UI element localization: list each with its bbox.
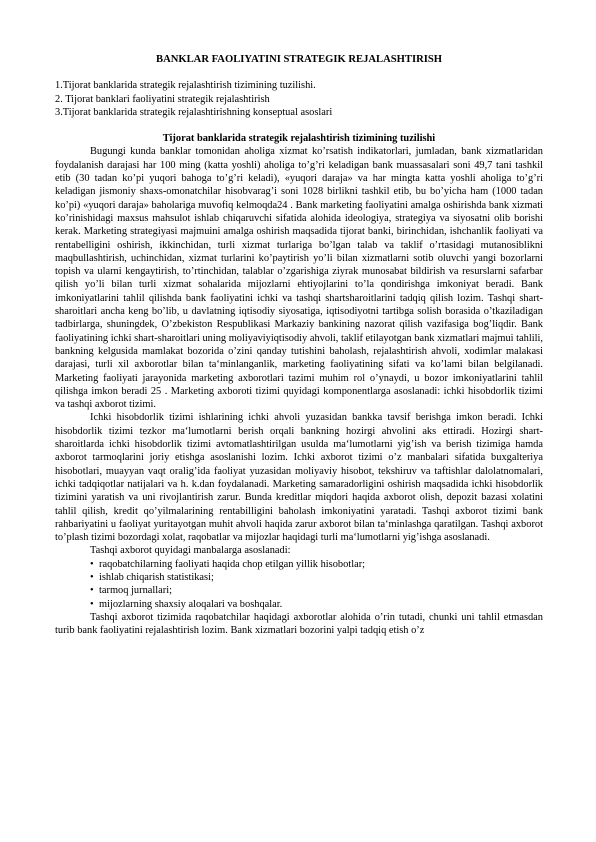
toc-item-2: 2. Tijorat banklari faoliyatini strategik rejalashtirish — [55, 93, 270, 105]
document-page — [55, 53, 543, 637]
list-item — [90, 584, 543, 597]
body-paragraph-1: Bugungi kunda banklar tomonidan aholiga xizmat ko’rsatish indikatorlari, jumladan, bank xizmatlaridan foydalanish darajasi har 100 ming (katta yoshli) aholiga to’g’ri keladigan bank muassasalari soni 49,7 tani tashkil etib (30 tadan ko’pi yuqori bahoga to’g’ri keladi), «yuqori daraja» va har mingta katta yoshli aholiga to’g’ri keladigan jismoniy shaxs-omonatchilar hisobvarag’i soni 1028 birlikni tashkil etib, bu bo’yicha ham (1000 tadan ko’pi) «yuqori daraja» baholariga muvofiq kelmoqda24 . Bank marketing faoliyatini amalga oshirishda bank xizmati ko’rinishidagi maxsus mahsulot ishlab chiqaruvchi sifatida alohida ideologiya, strategiya va siyosatni olib borishi kerak. Marketing strategiyasi majmuini amalga oshirish maqsadida tijorat banki, birinchidan, ishchanlik faoliyati va rentabelligini oshirish, ikkinchidan, turli xizmat turlariga bo’lgan talab va taklif o’rtasidagi mutanosiblikni maqbullashtirish, uchinchidan, xizmat turlarini ko’paytirish yo’li bilan xizmatlarni sotib oluvchi yangi bozorlarni topish va ularni kengaytirish, to’rtinchidan, talablar o’zgarishiga ziyrak munosabat bildirish va resurslarni safarbar qilish yo’li bilan turli xizmat sohalarida mijozlarni ehtiyojlarini to’la qondirishga imkoniyat beradi. Bank imkoniyatlarini tahlil qilishda bank faoliyatini ichki va tashqi shartsharoitlarini tadqiq qilish lozim. Tashqi shart-sharoitlari ancha keng bo’lib, u davlatning iqtisodiy siyosatiga, iqtisodiyotni tartibga solish borasida o’tkaziladigan tadbirlarga, shuningdek, O’zbekiston Respublikasi Markaziy bankining nazorat qilish vazifasiga bog’liqdir. Bank faoliyatining ichki shart-sharoitlari uning moliyaviyiqtisodiy ahvoli, taklif etilayotgan bank xizmatlari majmui tahlili, bankning kelgusida mamlakat bozorida o’zini qanday tutishini baholash, rejalashtirish ahvoli, xodimlar malakasi darajasi, turli xil axborotlar bilan ta‘minlanganlik, marketing faoliyatining sifati va ko’lami bilan belgilanadi. Marketing faoliyati jarayonida marketing axborotlari tazimi muhim rol o’ynaydi, u bozor imkoniyatlarini tahlil qilishga imkon beradi 25 . Marketing axboroti tizimi quyidagi komponentlarga asoslanadi: ichki hisobdorlik tizimi va tashqi axborot tizimi. — [55, 146, 543, 411]
source-list — [55, 558, 543, 611]
list-item-text: raqobatchilarning faoliyati haqida chop etilgan yillik hisobotlar; — [99, 558, 366, 570]
list-item-text: ishlab chiqarish statistikasi; — [99, 571, 214, 583]
toc-item-3: 3.Tijorat banklarida strategik rejalashtirishning konseptual asoslari — [55, 106, 333, 118]
toc-item-1: 1.Tijorat banklarida strategik rejalashtirish tizimining tuzilishi. — [55, 80, 316, 92]
list-item — [90, 571, 543, 584]
list-item — [90, 598, 543, 611]
bullet-icon: • — [90, 598, 94, 610]
closing-paragraph: Tashqi axborot tizimida raqobatchilar haqidagi axborotlar alohida o’rin tutadi, chunki uni tahlil etmasdan turib bank faoliyatini rejalashtirish lozim. Bank xizmatlari bozorini yalpi tadqiq etish o’z — [55, 611, 543, 637]
list-item — [90, 558, 543, 571]
section-title: Tijorat banklarida strategik rejalashtirish tizimining tuzilishi — [162, 133, 436, 145]
list-item-text: mijozlarning shaxsiy aloqalari va boshqalar. — [99, 598, 283, 610]
document-title: BANKLAR FAOLIYATINI STRATEGIK REJALASHTIRISH — [156, 54, 442, 65]
body-paragraph-2: Ichki hisobdorlik tizimi ishlarining ichki ahvoli yuzasidan bankka tavsif berishga imkon beradi. Ichki hisobdorlik tizimi tezkor ma‘lumotlarni berish orqali bankning hozirgi ahvolini aks ettiradi. Hozirgi shart-sharoitlarda ichki hisobdorlik tizimi avtomatlashtirilgan usulda ma‘lumotlarni yig’ish va berish tizimiga hamda axborot tarmoqlarini joriy etishga asoslanishi lozim. Ichki axborot tizimi o’z manbalari sifatida buxgalteriya hisobotlari, muayyan vaqt oralig’ida faoliyat yuzasidan moliyaviy hisobot, tekshiruv va taftishlar dalolatnomalari, ichki tadqiqotlar natijalari va h. k.dan foydalanadi. Marketing samaradorligini oshirish maqsadida ichki hisobdorlik tizimini yaratish va uni rivojlantirish zarur. Bunda kreditlar miqdori haqida axborot olish, depozit bazasi xolatini tahlil qilish, kredit qo’yilmalarining rentabilligini baholash imkoniyatini yaratadi. Tashqi axborot tizimi bank rahbariyatini u faoliyat yuritayotgan muhit ahvoli haqida zarur axborot bilan ta‘minlashga qaratilgan. Tashqi axborot to’plash tizimi bozordagi xolat, raqobatlar va mijozlar haqidagi turli ma‘lumotlarni yig’ishga asoslanadi. — [55, 412, 543, 544]
bullet-icon: • — [90, 571, 94, 583]
table-of-contents — [55, 79, 543, 119]
bullet-icon: • — [90, 585, 94, 597]
list-item-text: tarmoq jurnallari; — [99, 585, 172, 597]
bullet-icon: • — [90, 558, 94, 570]
list-intro: Tashqi axborot quyidagi manbalarga asoslanadi: — [90, 545, 291, 557]
